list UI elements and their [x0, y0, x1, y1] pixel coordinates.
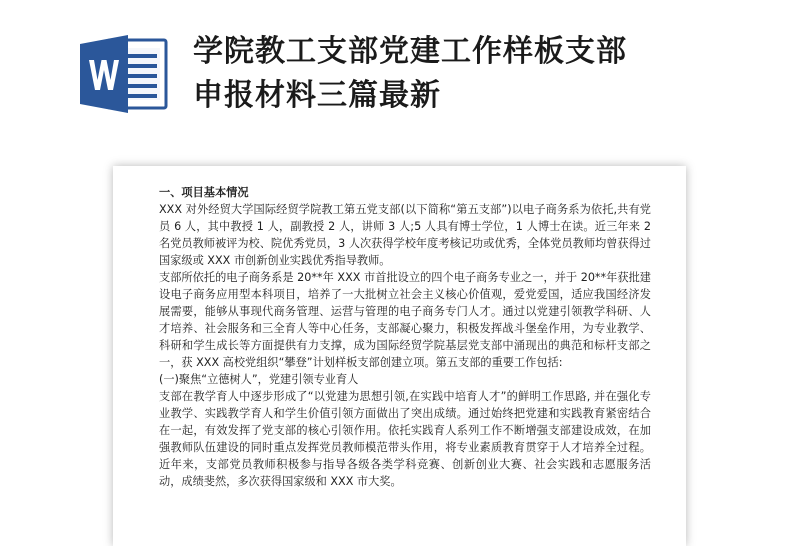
word-icon	[78, 34, 170, 114]
document-title	[193, 30, 783, 118]
section-heading: 一、项目基本情况	[159, 186, 249, 199]
header	[0, 0, 800, 150]
document-body	[159, 184, 651, 490]
paragraph-1: XXX 对外经贸大学国际经贸学院教工第五党支部(以下简称“第五支部”)以电子商务系为依托,共有党员 6 人，其中教授 1 人，副教授 2 人，讲师 3 人;5 人具有博士学位，1 人博士在读。近三年来 2 名党员教师被评为校、院优秀党员，3 人次获得学校年度考核记功或优秀，全体党员教师均曾获得过国家级或 XXX 市创新创业实践优秀指导教师。	[159, 203, 651, 267]
title-line-1: 学院教工支部党建工作样板支部	[193, 34, 627, 69]
paragraph-2: 支部所依托的电子商务系是 20**年 XXX 市首批设立的四个电子商务专业之一，并于 20**年获批建设电子商务应用型本科项目，培养了一大批树立社会主义核心价值观，爱党爱国，适应我国经济发展需要，能够从事现代商务管理、运营与管理的电子商务专门人才。通过以党建引领教学科研、人才培养、社会服务和三全育人等中心任务，支部凝心聚力，积极发挥战斗堡垒作用，为专业教学、科研和学生成长等方面提供有力支撑，成为国际经贸学院基层党支部中涌现出的典范和标杆支部之一，获 XXX 高校党组织“攀登”计划样板支部创建立项。第五支部的重要工作包括:	[159, 271, 651, 369]
subheading: (一)聚焦“立德树人”，党建引领专业育人	[159, 373, 359, 386]
title-line-2: 申报材料三篇最新	[193, 78, 441, 113]
document-page	[113, 166, 686, 546]
paragraph-3: 支部在教学育人中逐步形成了“以党建为思想引领,在实践中培育人才”的鲜明工作思路, 并在强化专业教学、实践教学育人和学生价值引领方面做出了突出成绩。通过始终把党建和实践教育紧密结合在一起，有效发挥了党支部的核心引领作用。依托实践育人系列工作不断增强支部建设成效，在加强教师队伍建设的同时重点发挥党员教师模范带头作用，将专业素质教育贯穿于人才培养全过程。近年来，支部党员教师积极参与指导各级各类学科竞赛、创新创业大赛、社会实践和志愿服务活动，成绩斐然，多次获得国家级和 XXX 市大奖。	[159, 390, 651, 488]
